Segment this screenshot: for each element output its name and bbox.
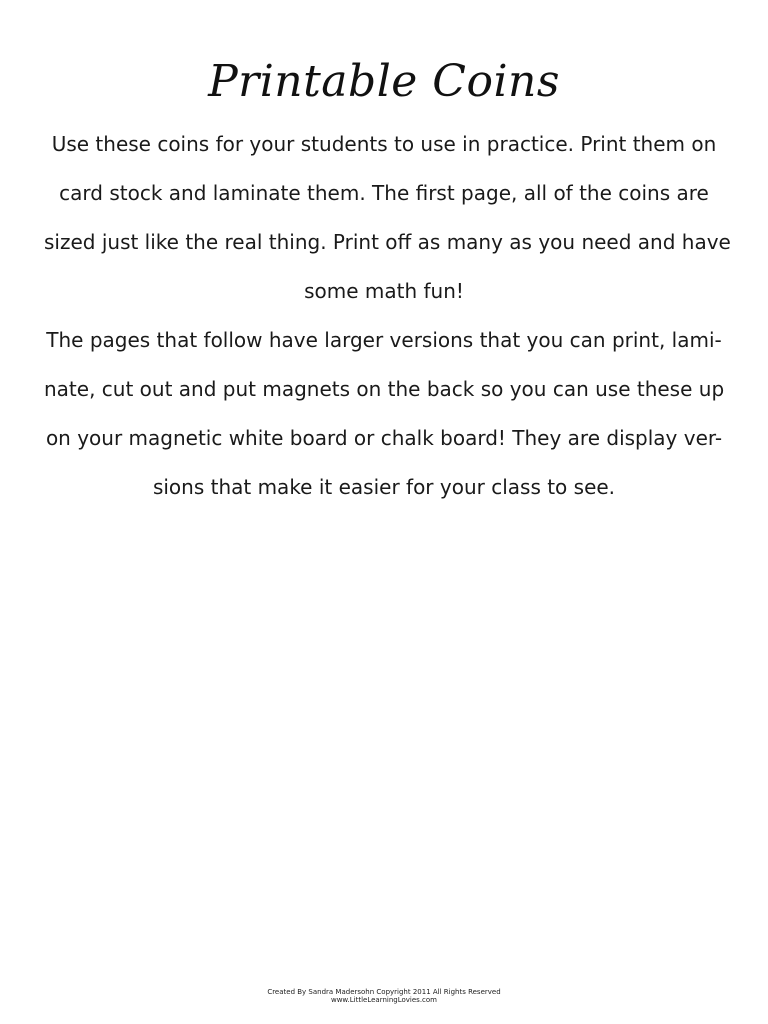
paragraph-1-line-1: Use these coins for your students to use in practice. Print them on xyxy=(51,132,717,156)
paragraph-2-line-4: sions that make it easier for your class to see. xyxy=(152,475,616,499)
paragraph-2-line-1: The pages that follow have larger versions that you can print, lami- xyxy=(46,328,722,352)
footer-copyright: Created By Sandra Madersohn Copyright 2011 All Rights Reserved xyxy=(267,988,501,996)
instructions-text xyxy=(44,120,731,512)
footer-website: www.LittleLearningLovies.com xyxy=(330,996,437,1004)
paragraph-2-line-3: on your magnetic white board or chalk board! They are display ver- xyxy=(45,426,723,450)
page-title: Printable Coins xyxy=(208,56,560,107)
page-footer xyxy=(0,988,768,1004)
paragraph-1-line-2: card stock and laminate them. The first page, all of the coins are xyxy=(59,181,709,205)
paragraph-1-line-3: sized just like the real thing. Print off as many as you need and have xyxy=(44,230,731,254)
paragraph-2-line-2: nate, cut out and put magnets on the back so you can use these up xyxy=(44,377,725,401)
paragraph-1-line-4: some math fun! xyxy=(304,279,464,303)
